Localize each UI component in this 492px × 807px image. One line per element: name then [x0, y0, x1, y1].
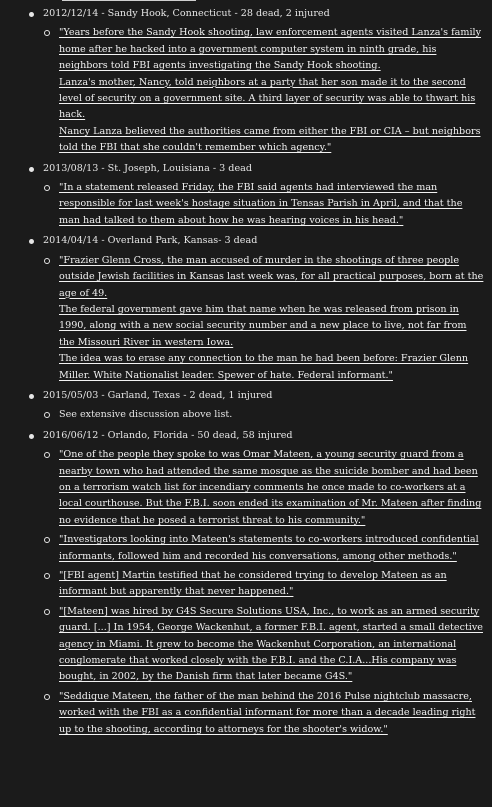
hollow-bullet-icon [44, 694, 50, 700]
sub-list [43, 253, 492, 384]
bullet-icon [29, 434, 34, 439]
sub-list-item [43, 532, 492, 565]
source-link[interactable]: "In a statement released Friday, the FBI said agents had interviewed the man responsible for last week's hostage situation in Tensas Parish in April, and that the man had talked to them about how he was hearing voices in his head." [59, 182, 463, 226]
sub-list-item [43, 689, 492, 738]
sub-list-item [43, 604, 492, 686]
source-link[interactable]: "[FBI agent] Martin testified that he considered trying to develop Mateen as an informant but apparently that never happened." [59, 570, 447, 598]
source-link[interactable]: "Years before the Sandy Hook shooting, law enforcement agents visited Lanza's family home after he hacked into a government computer system in ninth grade, his neighbors told FBI agents investigating the Sandy Hook shooting. Lanza's mother, Nancy, told neighbors at a party that her son made it to the second level of security on a government site. A third layer of security was able to thwart his hack. Nancy Lanza believed the authorities came from either the FBI or CIA – but neighbors told the FBI that she couldn't remember which agency." [59, 27, 482, 154]
hollow-bullet-icon [44, 412, 50, 418]
note-text: See extensive discussion above list. [59, 409, 233, 421]
sub-list-item [43, 25, 492, 156]
hollow-bullet-icon [44, 537, 50, 543]
source-link[interactable]: "Seddique Mateen, the father of the man behind the 2016 Pulse nightclub massacre, worked with the FBI as a confidential informant for more than a decade leading right up to the shooting, according to attorneys for the shooter's widow." [59, 690, 476, 735]
sub-list [43, 25, 492, 156]
list-item [0, 428, 492, 738]
sub-list [43, 407, 492, 423]
list-item [0, 6, 492, 157]
bullet-icon [29, 12, 34, 17]
bullet-icon [29, 394, 34, 399]
sub-list-item [43, 568, 492, 601]
source-link[interactable]: "[Mateen] was hired by G4S Secure Solutions USA, Inc., to work as an armed security guard. [...] In 1954, George Wackenhut, a former F.B.I. agent, started a small detective agency in Miami. It grew to become the Wackenhut Corporation, an international conglomerate that worked closely with the F.B.I. and the C.I.A...His company was bought, in 2002, by the Danish firm that later became G4S." [59, 605, 483, 683]
top-divider [62, 0, 196, 1]
sub-list [43, 447, 492, 738]
entry-heading: 2015/05/03 - Garland, Texas - 2 dead, 1 injured [43, 389, 273, 401]
sub-list-item [43, 447, 492, 529]
bullet-icon [29, 167, 34, 172]
entry-heading: 2016/06/12 - Orlando, Florida - 50 dead, 58 injured [43, 429, 293, 441]
sub-list-item [43, 407, 492, 423]
shooting-list [0, 6, 492, 742]
bullet-icon [29, 239, 34, 244]
list-item [0, 233, 492, 384]
entry-heading: 2013/08/13 - St. Joseph, Louisiana - 3 dead [43, 162, 252, 174]
source-link[interactable]: "Investigators looking into Mateen's statements to co-workers introduced confidential informants, followed him and recorded his conversations, among other methods." [59, 534, 479, 562]
sub-list-item [43, 253, 492, 384]
hollow-bullet-icon [44, 30, 50, 36]
source-link[interactable]: "Frazier Glenn Cross, the man accused of murder in the shootings of three people outside Jewish facilities in Kansas last week was, for all practical purposes, born at the age of 49. The federal government gave him that name when he was released from prison in 1990, along with a new social security number and a new place to live, not far from the Missouri River in western Iowa. The idea was to erase any connection to the man he had been before: Frazier Glenn Miller. White Nationalist leader. Spewer of hate. Federal informant." [59, 254, 484, 381]
sub-list [43, 180, 492, 229]
hollow-bullet-icon [44, 609, 50, 615]
sub-list-item [43, 180, 492, 229]
list-item [0, 388, 492, 424]
hollow-bullet-icon [44, 185, 50, 191]
entry-heading: 2014/04/14 - Overland Park, Kansas- 3 dead [43, 235, 258, 247]
source-link[interactable]: "One of the people they spoke to was Omar Mateen, a young security guard from a nearby town who had attended the same mosque as the suicide bomber and had been on a terrorism watch list for incendiary comments he once made to co-workers at a local courthouse. But the F.B.I. soon ended its examination of Mr. Mateen after finding no evidence that he posed a terrorist threat to his community." [59, 449, 482, 526]
hollow-bullet-icon [44, 452, 50, 458]
list-item [0, 161, 492, 230]
hollow-bullet-icon [44, 573, 50, 579]
hollow-bullet-icon [44, 258, 50, 264]
entry-heading: 2012/12/14 - Sandy Hook, Connecticut - 28 dead, 2 injured [43, 8, 330, 19]
